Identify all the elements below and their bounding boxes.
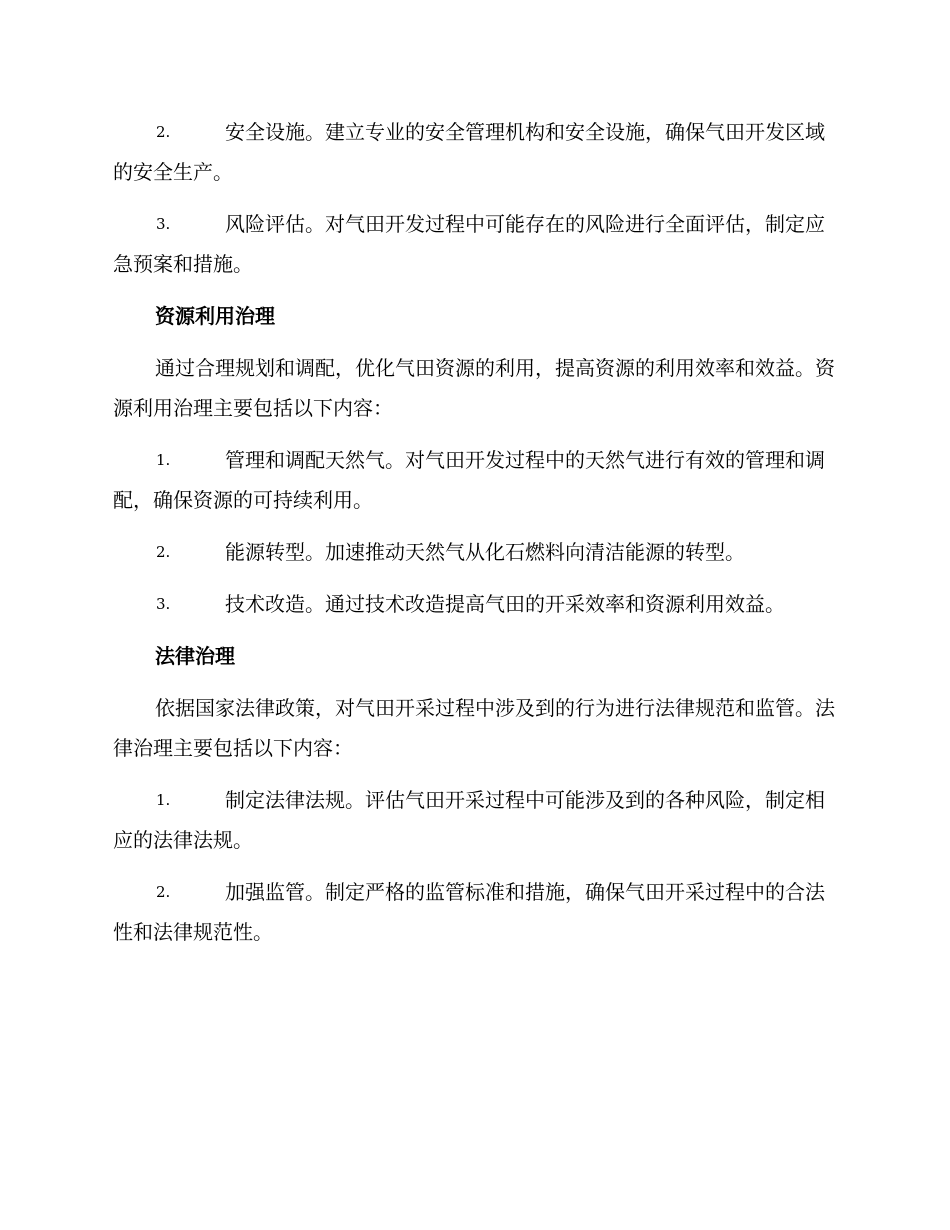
list-text: 安全设施。建立专业的安全管理机构和安全设施，确保气田开发区域的安全生产。 (113, 120, 825, 184)
list-text: 制定法律法规。评估气田开采过程中可能涉及到的各种风险，制定相应的法律法规。 (113, 788, 825, 852)
list-text: 加强监管。制定严格的监管标准和措施，确保气田开采过程中的合法性和法律规范性。 (113, 880, 825, 944)
list-text: 技术改造。通过技术改造提高气田的开采效率和资源利用效益。 (225, 592, 785, 616)
list-number: 1. (156, 451, 171, 469)
list-number: 3. (156, 215, 171, 233)
list-number: 2. (156, 543, 171, 561)
list-text: 能源转型。加速推动天然气从化石燃料向清洁能源的转型。 (225, 540, 745, 564)
document-body (113, 112, 835, 964)
paragraph-resource-intro: 通过合理规划和调配，优化气田资源的利用，提高资源的利用效率和效益。资源利用治理主要包括以下内容： (113, 356, 835, 420)
list-item-supervision (113, 872, 835, 952)
paragraph-legal-intro: 依据国家法律政策，对气田开采过程中涉及到的行为进行法律规范和监管。法律治理主要包括以下内容： (113, 696, 835, 760)
list-number: 2. (156, 123, 171, 141)
list-item-tech-upgrade (113, 584, 835, 624)
list-number: 2. (156, 883, 171, 901)
section-heading-legal-governance: 法律治理 (155, 644, 235, 668)
section-heading-resource-governance: 资源利用治理 (155, 304, 275, 328)
list-text: 风险评估。对气田开发过程中可能存在的风险进行全面评估，制定应急预案和措施。 (113, 212, 825, 276)
list-item-safety-facilities (113, 112, 835, 192)
list-item-risk-assessment (113, 204, 835, 284)
list-number: 1. (156, 791, 171, 809)
list-number: 3. (156, 595, 171, 613)
list-text: 管理和调配天然气。对气田开发过程中的天然气进行有效的管理和调配，确保资源的可持续利用。 (113, 448, 825, 512)
list-item-gas-management (113, 440, 835, 520)
list-item-legislation (113, 780, 835, 860)
list-item-energy-transition (113, 532, 835, 572)
